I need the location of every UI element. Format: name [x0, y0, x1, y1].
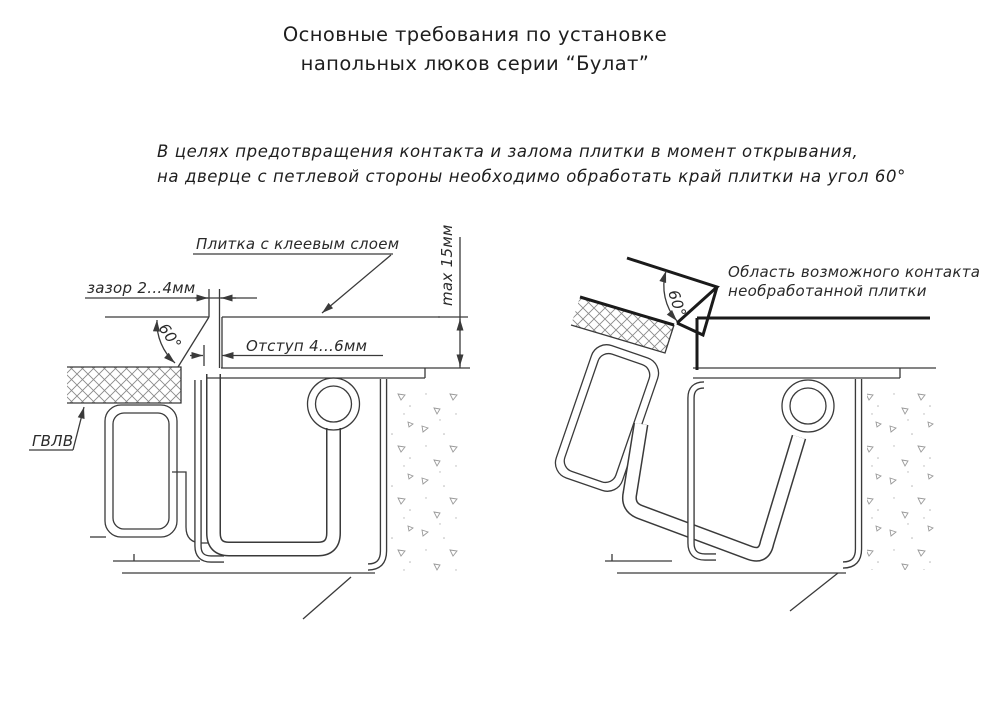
frame-flange	[693, 368, 900, 378]
note-line2: на дверце с петлевой стороны необходимо обработать край плитки на угол 60°	[157, 166, 906, 186]
tile-leader-label: Плитка с клеевым слоем	[196, 235, 400, 253]
door-tube-tilted-outer	[551, 340, 663, 495]
bevel-angle-label-right: 60°	[664, 287, 690, 320]
contact-label-line1: Область возможного контакта	[728, 263, 981, 281]
frame-bottom-lines-right	[605, 554, 846, 573]
substrate-label: ГВЛВ	[32, 432, 74, 450]
gvl-hatch-fill	[67, 367, 181, 403]
bevel-angle-label: 60°	[154, 319, 186, 353]
gap-dim-label: зазор 2...4мм	[87, 279, 196, 297]
left-section-view	[29, 224, 470, 619]
gap-extension-lines	[209, 289, 222, 368]
frame-right-wall-right-view-core	[843, 379, 859, 565]
note-line1: В целях предотвращения контакта и залома плитки в момент открывания,	[157, 142, 859, 161]
page-title-line2: напольных люков серии “Булат”	[300, 52, 650, 75]
frame-tube-outer	[105, 405, 177, 537]
concrete-texture	[390, 384, 458, 572]
frame-tube-inner	[113, 413, 169, 529]
frame-right-wall-core	[368, 379, 384, 567]
tile-leader-arrow	[322, 255, 391, 313]
contact-label-line2: необработанной плитки	[728, 282, 927, 300]
fixed-tile-corner-bold	[697, 318, 930, 370]
offset-dim-label: Отступ 4...6мм	[246, 337, 368, 355]
concrete-texture-right	[867, 384, 937, 570]
right-section-view	[551, 258, 980, 611]
lid-flange	[206, 368, 425, 378]
tilted-hatch-fill	[571, 297, 674, 353]
thickness-dim-label: max 15мм	[438, 224, 456, 306]
substrate-arrow	[73, 407, 84, 450]
break-line	[303, 577, 351, 619]
frame-bottom-lines	[113, 554, 375, 573]
swing-arm-core	[629, 424, 799, 554]
page-title-line1: Основные требования по установке	[282, 23, 668, 46]
hinge-pin-inner-right	[790, 388, 826, 424]
break-line-right	[790, 573, 838, 611]
hinge-pin-inner	[316, 386, 352, 422]
